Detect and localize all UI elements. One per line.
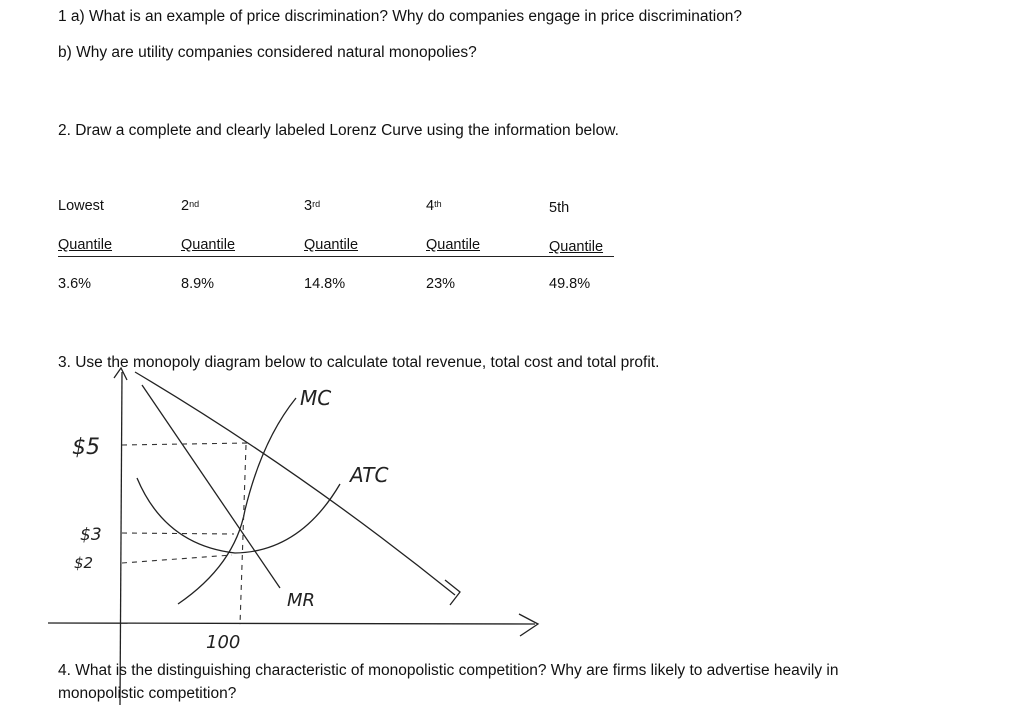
table-header-top: Lowest: [58, 198, 104, 214]
atc-curve: [137, 478, 340, 553]
quantity-guide: [240, 445, 246, 625]
question-2: 2. Draw a complete and clearly labeled Lorenz Curve using the information below.: [58, 122, 619, 139]
mr-curve: [142, 385, 280, 588]
quantity-100-label: 100: [206, 632, 241, 653]
question-1a: 1 a) What is an example of price discrimination? Why do companies engage in price discrimination?: [58, 8, 743, 25]
question-4-line-2: monopolistic competition?: [58, 685, 237, 702]
mr-label: MR: [287, 590, 316, 611]
table-value: 49.8%: [549, 276, 591, 292]
x-axis-arrow: [519, 614, 538, 636]
table-header-top: 3rd: [304, 198, 321, 214]
table-header-top: 2nd: [181, 198, 200, 214]
question-1b: b) Why are utility companies considered natural monopolies?: [58, 44, 477, 61]
table-header-top: 5th: [549, 200, 570, 216]
demand-curve: [135, 372, 455, 595]
question-4-line-1: 4. What is the distinguishing characteristic of monopolistic competition? Why are firms likely to advertise heavily in: [58, 662, 839, 679]
table-header-bottom: Quantile: [549, 239, 604, 255]
mc-guide: [122, 555, 232, 563]
table-value: 14.8%: [304, 276, 346, 292]
mc-label: MC: [300, 386, 332, 410]
table-value: 3.6%: [58, 276, 92, 292]
table-header-top: 4th: [426, 198, 442, 214]
table-header-bottom: Quantile: [58, 237, 113, 253]
price-5-label: $5: [72, 435, 100, 460]
table-value: 8.9%: [181, 276, 215, 292]
table-header-bottom: Quantile: [426, 237, 481, 253]
y-axis: [120, 372, 122, 705]
atc-guide: [122, 533, 234, 534]
table-header-bottom: Quantile: [304, 237, 359, 253]
price-2-label: $2: [74, 554, 94, 572]
atc-label: ATC: [350, 463, 389, 487]
table-header-bottom: Quantile: [181, 237, 236, 253]
question-3: 3. Use the monopoly diagram below to calculate total revenue, total cost and total profit.: [58, 354, 660, 371]
price-3-label: $3: [80, 525, 102, 545]
y-axis-arrow: [114, 368, 127, 380]
mc-curve: [178, 398, 296, 604]
table-value: 23%: [426, 276, 456, 292]
price-guide: [122, 443, 248, 445]
